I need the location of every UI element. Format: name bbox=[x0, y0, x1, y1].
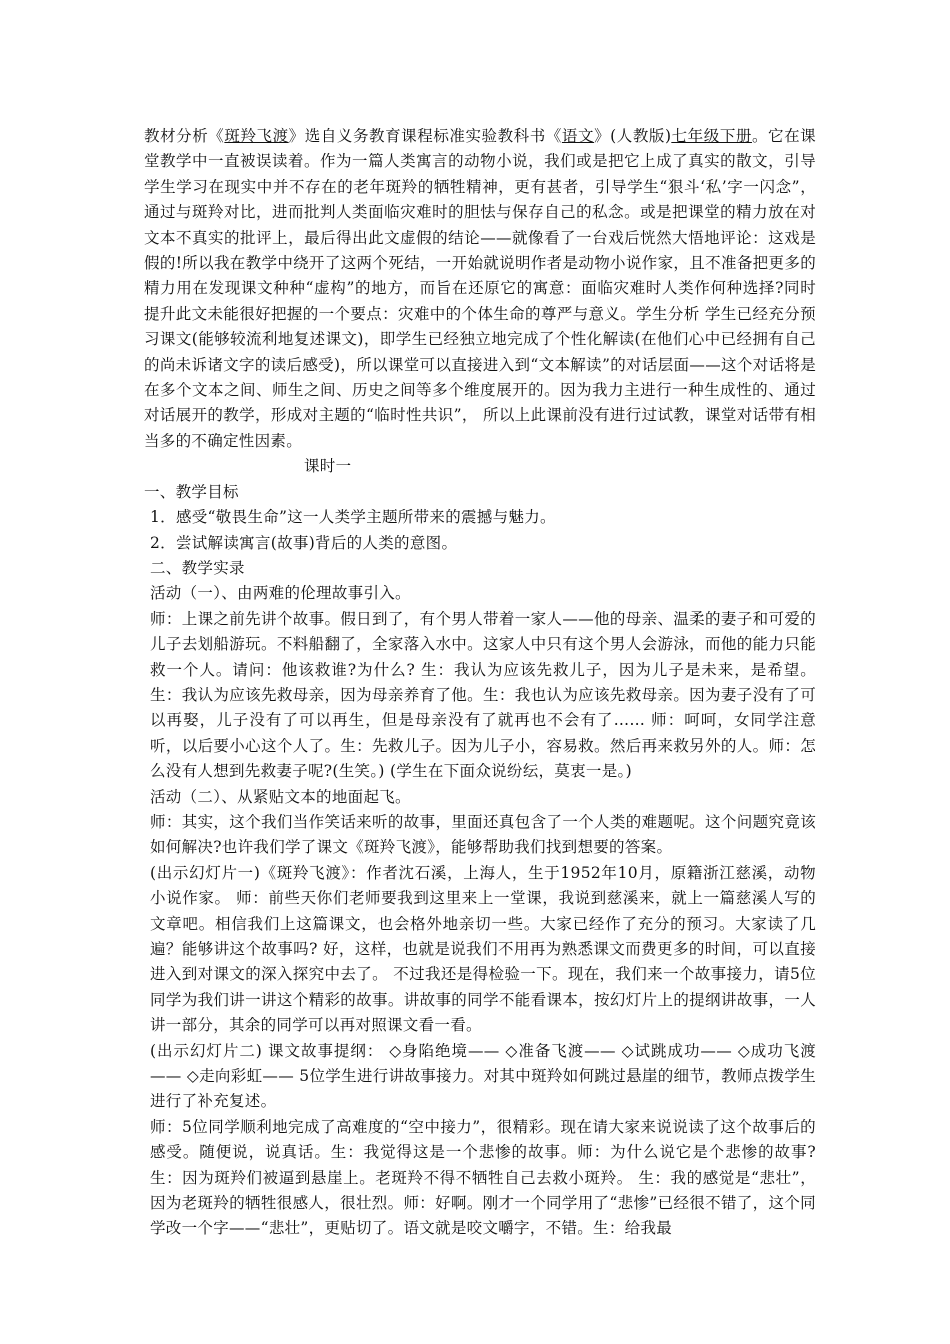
story-paragraph: 师：上课之前先讲个故事。假日到了，有个男人带着一家人——他的母亲、温柔的妻子和可爱的儿子去划船游玩。不料船翻了，全家落入水中。这家人中只有这个男人会游泳，而他的能力只能救一个人。请问：他该救谁?为什么? 生：我认为应该先救儿子，因为儿子是未来，是希望。生：我认为应该先救母亲，因为母亲养育了他。生：我也认为应该先救母亲。因为妻子没有了可以再娶，儿子没有了可以再生，但是母亲没有了就再也不会有了…… 师：呵呵，女同学注意听，以后要小心这个人了。生：先救儿子。因为儿子小，容易救。然后再来救另外的人。师：怎么没有人想到先救妻子呢?(生笑。) (学生在下面众说纷纭，莫衷一是。) bbox=[150, 609, 816, 781]
intro-text-a: 教材分析《 bbox=[144, 127, 225, 145]
activity-2-heading: 活动（二）、从紧贴文本的地面起飞。 bbox=[150, 787, 411, 806]
goal-1: 1．感受“敬畏生命”这一人类学主题所带来的震撼与魅力。 bbox=[150, 508, 556, 527]
feeling-paragraph: 师：5位同学顺利地完成了高难度的“空中接力”，很精彩。现在请大家来说说读了这个故事后的感受。随便说，说真话。生：我觉得这是一个悲惨的故事。师：为什么说它是个悲惨的故事? 生：因为斑羚们被逼到悬崖上。老斑羚不得不牺牲自己去救小斑羚。 生：我的感觉是“悲壮”，因为老斑羚的牺牲很感人，很壮烈。师：好啊。刚才一个同学用了“悲惨”已经很不错了，这个同学改一个字——“悲壮”，更贴切了。语文就是咬文嚼字，不错。生：给我最 bbox=[150, 1117, 816, 1238]
link-title[interactable]: 斑羚飞渡 bbox=[224, 127, 289, 145]
intro-text-d: 。它在课堂教学中一直被误读着。作为一篇人类寓言的动物小说，我们或是把它上成了真实的散文，引导学生学习在现实中并不存在的老年斑羚的牺牲精神，更有甚者，引导学生“狠斗‘私’字一闪念”，通过与斑羚对比，进而批判人类面临灾难时的胆怯与保存自己的私念。或是把课堂的精力放在对文本不真实的批评上，最后得出此文虚假的结论——就像看了一台戏后恍然大悟地评论：这戏是假的!所以我在教学中绕开了这两个死结，一开始就说明作者是动物小说作家，且不准备把更多的精力用在发现课文种种“虚构”的地方，而旨在还原它的寓意：面临灾难时人类作何种选择?同时提升此文未能很好把握的一个要点：灾难中的个体生命的尊严与意义。学生分析 学生已经充分预习课文(能够较流利地复述课文)，即学生已经独立地完成了个性化解读(在他们心中已经拥有自己的尚未诉诸文字的读后感受)，所以课堂可以直接进入到“文本解读”的对话层面——这个对话将是在多个文本之间、师生之间、历史之间等多个维度展开的。因为我力主进行一种生成性的、通过对话展开的教学，形成对主题的“临时性共识”， 所以上此课前没有进行过试教，课堂对话带有相当多的不确定性因素。 bbox=[144, 127, 816, 450]
problem-paragraph: 师：其实，这个我们当作笑话来听的故事，里面还真包含了一个人类的难题呢。这个问题究竟该如何解决?也许我们学了课文《斑羚飞渡》，能够帮助我们找到想要的答案。 bbox=[150, 812, 816, 857]
goal-2: 2．尝试解读寓言(故事)背后的人类的意图。 bbox=[150, 533, 458, 552]
lesson-title: 课时一 bbox=[304, 457, 352, 476]
intro-text-c: 》(人教版) bbox=[594, 127, 672, 145]
slide-1-paragraph: (出示幻灯片一)《斑羚飞渡》：作者沈石溪，上海人，生于1952年10月，原籍浙江慈溪，动物小说作家。 师：前些天你们老师要我到这里来上一堂课，我说到慈溪来，就上一篇慈溪人写的文章吧。相信我们上这篇课文，也会格外地亲切一些。大家已经作了充分的预习。大家读了几遍？能够讲这个故事吗? 好，这样，也就是说我们不用再为熟悉课文而费更多的时间，可以直接进入到对课文的深入探究中去了。 不过我还是得检验一下。现在，我们来一个故事接力，请5位同学为我们讲一讲这个精彩的故事。讲故事的同学不能看课本，按幻灯片上的提纲讲故事，一人讲一部分，其余的同学可以再对照课文看一看。 bbox=[150, 863, 816, 1035]
slide-2-paragraph: (出示幻灯片二) 课文故事提纲： ◇身陷绝境—— ◇准备飞渡—— ◇试跳成功—— ◇成功飞渡—— ◇走向彩虹—— 5位学生进行讲故事接力。对其中斑羚如何跳过悬崖的细节，教师点拨学生进行了补充复述。 bbox=[150, 1041, 816, 1111]
record-heading: 二、教学实录 bbox=[150, 558, 245, 577]
intro-paragraph bbox=[144, 124, 816, 454]
goals-heading: 一、教学目标 bbox=[144, 482, 239, 501]
link-grade[interactable]: 七年级下册 bbox=[671, 127, 752, 145]
document-page bbox=[144, 124, 816, 1242]
link-yuwen[interactable]: 语文 bbox=[561, 127, 595, 145]
intro-text-b: 》选自义务教育课程标准实验教科书《 bbox=[288, 127, 562, 145]
activity-1-heading: 活动（一）、由两难的伦理故事引入。 bbox=[150, 584, 411, 603]
